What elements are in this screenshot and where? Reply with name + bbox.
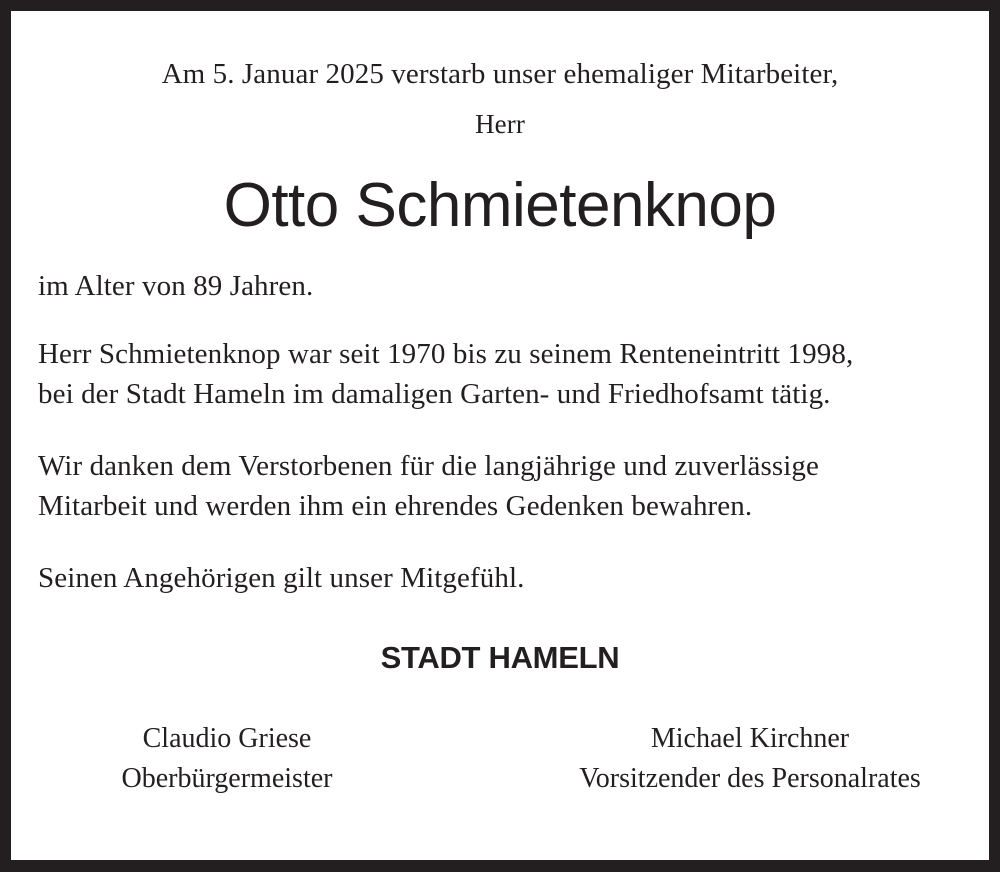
employment-paragraph-line-2: bei der Stadt Hameln im damaligen Garten- und Friedhofsamt tätig. [38,378,831,410]
signatory-2-title: Vorsitzender des Personalrates [579,763,921,794]
age-line: im Alter von 89 Jahren. [38,270,314,302]
intro-line: Am 5. Januar 2025 verstarb unser ehemaliger Mitarbeiter, [161,58,839,90]
signatory-1-name: Claudio Griese [142,723,312,754]
gratitude-paragraph-line-2: Mitarbeit und werden ihm ein ehrendes Gedenken bewahren. [38,490,753,522]
signatory-2-name: Michael Kirchner [650,723,850,754]
gratitude-paragraph-line-1: Wir danken dem Verstorbenen für die langjährige und zuverlässige [38,450,819,482]
organization-name: STADT HAMELN [380,640,620,675]
employment-paragraph-line-1: Herr Schmietenknop war seit 1970 bis zu seinem Renteneintritt 1998, [38,338,854,370]
salutation: Herr [475,109,525,139]
deceased-name: Otto Schmietenknop [223,171,777,240]
signatory-1-title: Oberbürgermeister [121,763,333,794]
condolence-line: Seinen Angehörigen gilt unser Mitgefühl. [38,562,525,594]
